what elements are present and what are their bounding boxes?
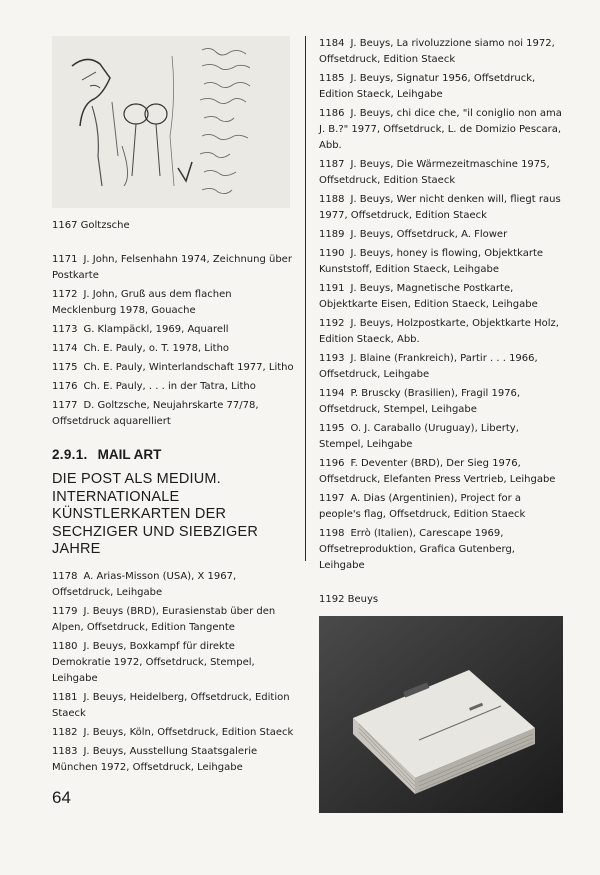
- entry-text: O. J. Caraballo (Uruguay), Liberty, Stempel, Leihgabe: [319, 423, 519, 450]
- entry-text: Ch. E. Pauly, o. T. 1978, Litho: [83, 343, 230, 354]
- entry-number: 1195: [319, 423, 345, 434]
- entry-text: Ch. E. Pauly, . . . in der Tatra, Litho: [83, 381, 256, 392]
- entry-text: Ch. E. Pauly, Winterlandschaft 1977, Litho: [83, 362, 294, 373]
- list-item: [52, 639, 294, 687]
- list-item: [319, 491, 563, 523]
- entry-text: J. Beuys, Ausstellung Staatsgalerie München 1972, Offsetdruck, Leihgabe: [52, 745, 258, 773]
- entry-number: 1181: [52, 691, 78, 703]
- entry-text: J. Beuys, Wer nicht denken will, fliegt raus 1977, Offsetdruck, Edition Staeck: [319, 194, 561, 221]
- entry-number: 1173: [52, 324, 78, 335]
- list-item: [52, 604, 294, 636]
- list-item: [319, 526, 563, 574]
- list-item: [319, 157, 563, 189]
- entry-number: 1196: [319, 458, 345, 469]
- list-item: [52, 252, 294, 284]
- section-title: MAIL ART: [97, 447, 162, 462]
- list-item: [319, 316, 563, 348]
- entry-text: J. Beuys, Signatur 1956, Offsetdruck, Edition Staeck, Leihgabe: [319, 73, 536, 100]
- entry-number: 1194: [319, 388, 345, 399]
- entry-number: 1190: [319, 248, 345, 259]
- entry-text: J. Beuys, Köln, Offsetdruck, Edition Staeck: [83, 726, 294, 738]
- list-item: [52, 341, 294, 357]
- entry-number: 1198: [319, 528, 345, 539]
- list-item: [52, 360, 294, 376]
- entry-number: 1188: [319, 194, 345, 205]
- list-item: [52, 398, 294, 430]
- entry-text: J. Beuys, Holzpostkarte, Objektkarte Holz, Edition Staeck, Abb.: [319, 318, 559, 345]
- entry-number: 1191: [319, 283, 345, 294]
- entry-number: 1175: [52, 362, 78, 373]
- entry-text: J. Beuys, Die Wärmezeitmaschine 1975, Offsetdruck, Edition Staeck: [319, 159, 550, 186]
- list-item: [319, 421, 563, 453]
- list-item: [52, 744, 294, 776]
- left-column: [52, 36, 294, 779]
- right-column: [319, 36, 563, 813]
- list-item: [319, 386, 563, 418]
- entry-text: Errò (Italien), Carescape 1969, Offsetreproduktion, Grafica Gutenberg, Leihgabe: [319, 528, 515, 571]
- entry-number: 1172: [52, 289, 78, 300]
- list-item: [319, 192, 563, 224]
- entry-text: J. John, Gruß aus dem flachen Mecklenburg 1978, Gouache: [52, 289, 232, 316]
- entry-number: 1174: [52, 343, 78, 354]
- entry-text: G. Klampäckl, 1969, Aquarell: [83, 324, 229, 335]
- entry-number: 1193: [319, 353, 345, 364]
- page-number: 64: [52, 788, 71, 807]
- entry-number: 1183: [52, 745, 78, 757]
- entries-list-b: [52, 569, 294, 776]
- entry-number: 1176: [52, 381, 78, 392]
- entries-list-right: [319, 36, 563, 574]
- entry-text: J. Beuys, chi dice che, "il coniglio non ama J. B.?" 1977, Offsetdruck, L. de Domizio Pescara, Abb.: [319, 108, 562, 151]
- entry-text: J. Beuys, La rivoluzzione siamo noi 1972, Offsetdruck, Edition Staeck: [319, 38, 555, 65]
- caption-goltzsche: 1167 Goltzsche: [52, 220, 130, 231]
- entry-text: J. Blaine (Frankreich), Partir . . . 1966, Offsetdruck, Leihgabe: [319, 353, 538, 380]
- entry-text: J. Beuys, Offsetdruck, A. Flower: [350, 229, 508, 240]
- list-item: [319, 281, 563, 313]
- entry-text: J. Beuys (BRD), Eurasienstab über den Alpen, Offsetdruck, Edition Tangente: [52, 605, 276, 633]
- entry-text: P. Bruscky (Brasilien), Fragil 1976, Offsetdruck, Stempel, Leihgabe: [319, 388, 521, 415]
- entry-text: F. Deventer (BRD), Der Sieg 1976, Offsetdruck, Elefanten Press Vertrieb, Leihgabe: [319, 458, 556, 485]
- entry-number: 1180: [52, 640, 78, 652]
- entry-number: 1179: [52, 605, 78, 617]
- list-item: [52, 725, 294, 741]
- list-item: [52, 379, 294, 395]
- entry-text: D. Goltzsche, Neujahrskarte 77/78, Offsetdruck aquarelliert: [52, 400, 259, 427]
- entry-number: 1184: [319, 38, 345, 49]
- list-item: [319, 36, 563, 68]
- entry-text: A. Arias-Misson (USA), X 1967, Offsetdruck, Leihgabe: [52, 570, 237, 598]
- list-item: [319, 456, 563, 488]
- entry-number: 1182: [52, 726, 78, 738]
- list-item: [319, 71, 563, 103]
- list-item: [52, 287, 294, 319]
- entry-number: 1178: [52, 570, 78, 582]
- entry-number: 1189: [319, 229, 345, 240]
- entry-number: 1197: [319, 493, 345, 504]
- entry-text: J. Beuys, Magnetische Postkarte, Objektkarte Eisen, Edition Staeck, Leihgabe: [319, 283, 538, 310]
- list-item: [319, 227, 563, 243]
- beuys-holzpostkarte-photo: [319, 616, 563, 813]
- section-headline: DIE POST ALS MEDIUM. INTERNATIONALE KÜNSTLERKARTEN DER SECHZIGER UND SIEBZIGER JAHRE: [52, 471, 259, 557]
- goltzsche-drawing-image: [52, 36, 290, 208]
- list-item: [52, 569, 294, 601]
- entry-text: J. Beuys, honey is flowing, Objektkarte Kunststoff, Edition Staeck, Leihgabe: [319, 248, 544, 275]
- entry-number: 1177: [52, 400, 78, 411]
- entry-number: 1171: [52, 254, 78, 265]
- entry-text: J. John, Felsenhahn 1974, Zeichnung über Postkarte: [52, 254, 292, 281]
- list-item: [319, 351, 563, 383]
- section-number: 2.9.1.: [52, 447, 88, 462]
- entry-number: 1185: [319, 73, 345, 84]
- entry-text: J. Beuys, Boxkampf für direkte Demokratie 1972, Offsetdruck, Stempel, Leihgabe: [52, 640, 255, 684]
- column-divider: [305, 36, 306, 561]
- entry-number: 1187: [319, 159, 345, 170]
- entry-number: 1186: [319, 108, 345, 119]
- entries-list-a: [52, 252, 294, 430]
- list-item: [319, 106, 563, 154]
- section-heading: [52, 444, 294, 463]
- entry-number: 1192: [319, 318, 345, 329]
- caption-beuys: 1192 Beuys: [319, 594, 379, 605]
- list-item: [52, 322, 294, 338]
- entry-text: J. Beuys, Heidelberg, Offsetdruck, Edition Staeck: [52, 691, 290, 719]
- entry-text: A. Dias (Argentinien), Project for a people's flag, Offsetdruck, Edition Staeck: [319, 493, 526, 520]
- list-item: [52, 690, 294, 722]
- list-item: [319, 246, 563, 278]
